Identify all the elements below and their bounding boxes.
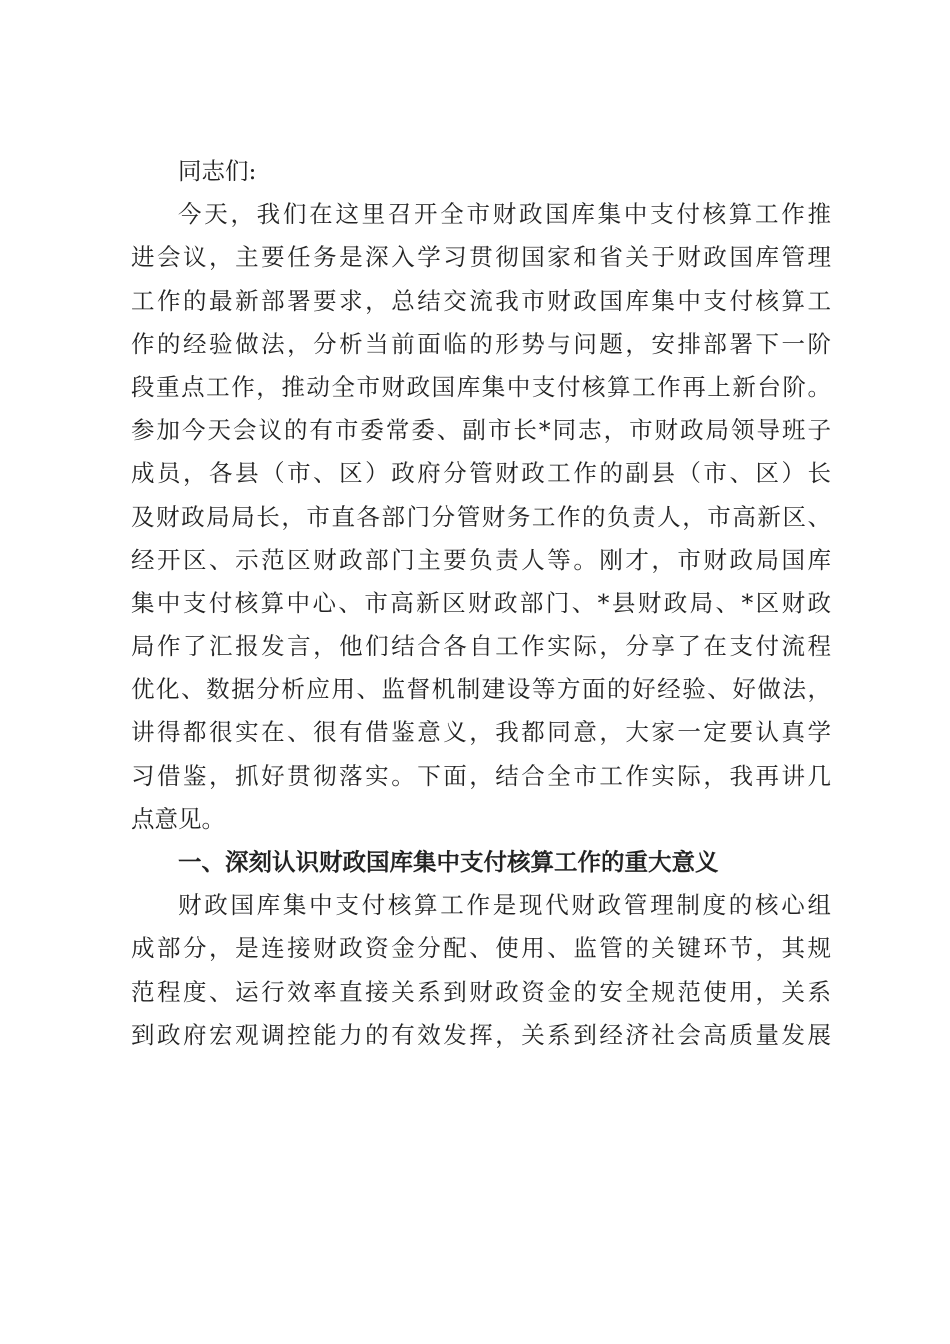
paragraph-line: 集中支付核算中心、市高新区财政部门、*县财政局、*区财政 bbox=[131, 588, 831, 617]
paragraph-line: 讲得都很实在、很有借鉴意义，我都同意，大家一定要认真学 bbox=[131, 718, 831, 747]
paragraph-line: 及财政局局长，市直各部门分管财务工作的负责人，市高新区、 bbox=[131, 502, 831, 531]
paragraph-line: 工作的最新部署要求，总结交流我市财政国库集中支付核算工 bbox=[131, 286, 831, 315]
paragraph-line: 成员，各县（市、区）政府分管财政工作的副县（市、区）长 bbox=[131, 459, 831, 488]
paragraph-line: 今天，我们在这里召开全市财政国库集中支付核算工作推 bbox=[178, 200, 831, 229]
paragraph-line: 到政府宏观调控能力的有效发挥，关系到经济社会高质量发展 bbox=[131, 1020, 831, 1049]
paragraph-opening bbox=[131, 193, 831, 841]
paragraph-line: 作的经验做法，分析当前面临的形势与问题，安排部署下一阶 bbox=[131, 329, 831, 358]
paragraph-line: 点意见。 bbox=[131, 804, 225, 833]
paragraph-line: 成部分，是连接财政资金分配、使用、监管的关键环节，其规 bbox=[131, 934, 831, 963]
paragraph-line: 习借鉴，抓好贯彻落实。下面，结合全市工作实际，我再讲几 bbox=[131, 761, 831, 790]
paragraph-line: 进会议，主要任务是深入学习贯彻国家和省关于财政国库管理 bbox=[131, 243, 831, 272]
paragraph-line: 范程度、运行效率直接关系到财政资金的安全规范使用，关系 bbox=[131, 977, 831, 1006]
paragraph-line: 局作了汇报发言，他们结合各自工作实际，分享了在支付流程 bbox=[131, 632, 831, 661]
salutation: 同志们: bbox=[178, 157, 257, 185]
paragraph-line: 段重点工作，推动全市财政国库集中支付核算工作再上新台阶。 bbox=[131, 372, 831, 401]
paragraph-line: 经开区、示范区财政部门主要负责人等。刚才，市财政局国库 bbox=[131, 545, 831, 574]
paragraph-significance bbox=[131, 884, 831, 1057]
document-body bbox=[131, 150, 831, 1057]
paragraph-line: 优化、数据分析应用、监督机制建设等方面的好经验、好做法， bbox=[131, 675, 831, 704]
section-heading: 一、深刻认识财政国库集中支付核算工作的重大意义 bbox=[178, 848, 719, 876]
paragraph-line: 财政国库集中支付核算工作是现代财政管理制度的核心组 bbox=[178, 891, 831, 920]
paragraph-line: 参加今天会议的有市委常委、副市长*同志，市财政局领导班子 bbox=[131, 416, 831, 445]
